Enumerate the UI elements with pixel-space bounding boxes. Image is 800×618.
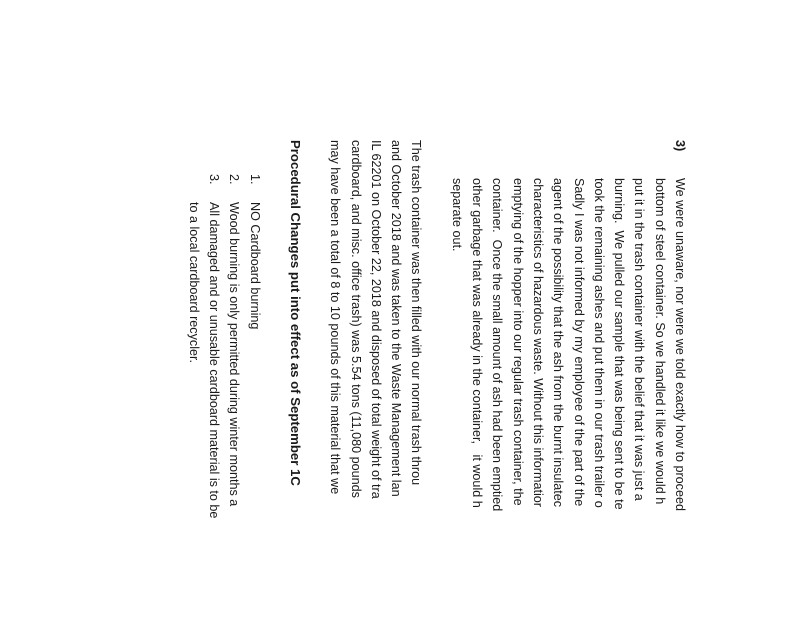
- procedure-item-2: [224, 174, 244, 618]
- item3-line: container. Once the small amount of ash had been emptied: [490, 178, 505, 512]
- item-number: 3): [673, 140, 687, 152]
- item3-line: characteristics of hazardous waste. Without this informatior: [530, 178, 545, 507]
- procedure-line: All damaged and or unusable cardboard material is to be: [207, 202, 222, 519]
- item3-line: bottom of steel container. So we handled it like we would h: [652, 178, 667, 505]
- procedural-changes-heading: Procedural Changes put into effect as of September 1C: [287, 140, 303, 486]
- paragraph-line: and October 2018 and was taken to the Waste Management lan: [389, 140, 404, 497]
- paragraph-line: The trash container was then filled with our normal trash throu: [409, 140, 424, 486]
- paragraph-line: cardboard, and misc. office trash) was 5.54 tons (11,080 pounds: [348, 140, 363, 498]
- procedures-list: [183, 140, 264, 618]
- item3-line: agent of the possibility that the ash from the burnt insulatec: [551, 178, 566, 508]
- procedure-item-3: [183, 174, 224, 618]
- numbered-item-3: [446, 140, 690, 618]
- item3-line: took the remaining ashes and put them in our trash trailer o: [591, 178, 606, 508]
- procedure-number: 2.: [227, 174, 242, 185]
- item3-line: emptying of the hopper into our regular trash container, the: [510, 178, 525, 506]
- procedure-item-1: [244, 174, 264, 618]
- procedure-line: NO Cardboard burning: [247, 202, 262, 330]
- item3-line: Sadly I was not informed by my employee of the part of the: [571, 178, 586, 507]
- item3-line: other garbage that was already in the container, it would h: [470, 178, 485, 508]
- disposal-paragraph: [325, 140, 426, 618]
- paragraph-line: IL 62201 on October 22, 2018 and disposed of total weight of tra: [368, 140, 383, 499]
- item3-line: We were unaware, nor were we told exactly how to proceed: [673, 178, 687, 511]
- rotated-document-text: [183, 140, 690, 618]
- procedure-number: 3.: [207, 174, 222, 185]
- item3-line: separate out.: [449, 178, 464, 252]
- procedure-line: to a local cardboard recycler.: [186, 202, 201, 364]
- procedure-line: Wood burning is only permitted during winter months a: [227, 202, 242, 507]
- item3-line: burning. We pulled our sample that was being sent to be te: [612, 178, 627, 510]
- item3-line: put it in the trash container with the belief that it was just a: [632, 178, 647, 501]
- paragraph-line: may have been a total of 8 to 10 pounds of this material that we: [328, 140, 343, 495]
- procedure-number: 1.: [247, 174, 262, 185]
